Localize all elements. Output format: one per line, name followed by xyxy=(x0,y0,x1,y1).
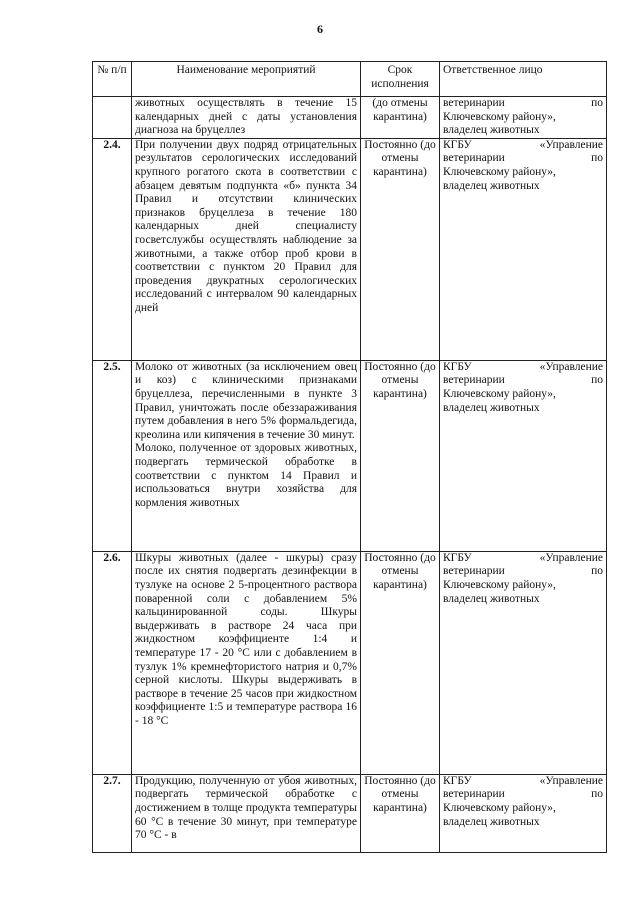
header-responsible: Ответственное лицо xyxy=(440,62,607,97)
row-name: При получении двух подряд отрицательных результатов серологических исследований крупного рогатого скота в соответствии с абзацем девятым подпункта «б» пункта 34 Правил и отсутствии клинических признаков бруцеллеза в течение 180 календарных дней специалисту госветслужбы осуществлять наблюдение за животными, а также отбор проб крови в соответствии с пунктом 20 Правил для проведения двукратных серологических исследований с интервалом 90 календарных дней xyxy=(132,138,361,360)
table-row xyxy=(93,97,607,139)
row-name xyxy=(132,360,361,551)
table-row xyxy=(93,774,607,852)
row-responsible: ветеринарии по Ключевскому району», владелец животных xyxy=(440,97,607,139)
table-row xyxy=(93,138,607,360)
header-num: № п/п xyxy=(93,62,132,97)
row-responsible: КГБУ «Управление ветеринарии по Ключевскому району», владелец животных xyxy=(440,774,607,852)
header-name: Наименование мероприятий xyxy=(132,62,361,97)
row-num: 2.7. xyxy=(93,774,132,852)
row-name: животных осуществлять в течение 15 календарных дней с даты установления диагноза на бруцеллез xyxy=(132,97,361,139)
row-name: Шкуры животных (далее - шкуры) сразу после их снятия подвергать дезинфекции в тузлуке на основе 2 5-процентного раствора поваренной соли с добавлением 5% кальцинированной соды. Шкуры выдерживать в растворе 24 часа при жидкостном коэффициенте 1:4 и температуре 17 - 20 °С или с добавлением в тузлук 1% кремнефтористого натрия и 0,7% серной кислоты. Шкуры выдерживать в растворе в течение 25 часов при жидкостном коэффициенте 1:5 и температуре раствора 16 - 18 °С xyxy=(132,551,361,774)
row-name: Продукцию, полученную от убоя животных, подвергать термической обработке с достижением в толще продукта температуры 60 °С в течение 30 минут, при температуре 70 °С - в xyxy=(132,774,361,852)
row-num: 2.4. xyxy=(93,138,132,360)
row-num xyxy=(93,97,132,139)
table-header-row xyxy=(93,62,607,97)
table-row xyxy=(93,551,607,774)
row-name-paragraph-2: Молоко, полученное от здоровых животных, подвергать термической обработке в соответствии с пунктом 14 Правил и использоваться внутри хозяйства для кормления животных xyxy=(135,442,357,509)
row-responsible: КГБУ «Управление ветеринарии по Ключевскому району», владелец животных xyxy=(440,138,607,360)
row-responsible: КГБУ «Управление ветеринарии по Ключевскому району», владелец животных xyxy=(440,360,607,551)
row-term: (до отмены карантина) xyxy=(361,97,440,139)
page-number: 6 xyxy=(317,22,323,36)
row-num: 2.6. xyxy=(93,551,132,774)
row-term: Постоянно (до отмены карантина) xyxy=(361,774,440,852)
measures-table xyxy=(92,61,607,853)
row-num: 2.5. xyxy=(93,360,132,551)
row-term: Постоянно (до отмены карантина) xyxy=(361,551,440,774)
row-term: Постоянно (до отмены карантина) xyxy=(361,138,440,360)
header-term: Срок исполнения xyxy=(361,62,440,97)
table-row xyxy=(93,360,607,551)
row-responsible: КГБУ «Управление ветеринарии по Ключевскому району», владелец животных xyxy=(440,551,607,774)
row-term: Постоянно (до отмены карантина) xyxy=(361,360,440,551)
row-name-paragraph-1: Молоко от животных (за исключением овец и коз) с клиническими признаками бруцеллеза, перечисленными в пункте 3 Правил, уничтожать после обеззараживания путем добавления в него 5% формальдегида, креолина или кипячения в течение 30 минут. xyxy=(135,360,357,441)
